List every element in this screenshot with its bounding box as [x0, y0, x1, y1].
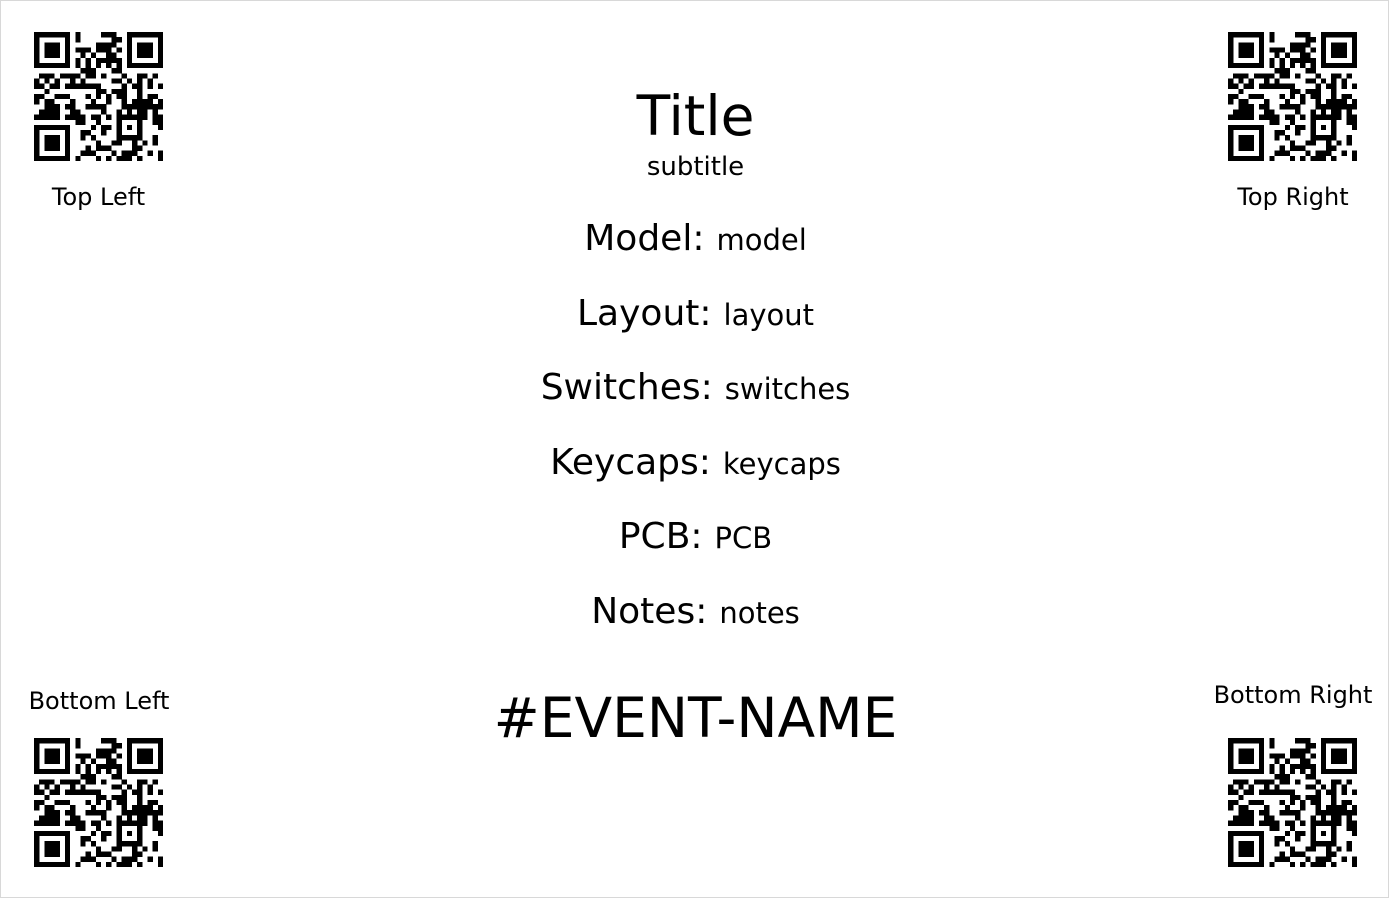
qr-code-bottom-left — [34, 738, 163, 867]
qr-code-bottom-right — [1228, 738, 1357, 867]
field-label: Notes: — [591, 591, 708, 632]
qr-label-bottom-left: Bottom Left — [28, 687, 170, 715]
field-label: Model: — [584, 218, 705, 259]
field-pcb — [1, 516, 1389, 557]
field-value: notes — [719, 596, 800, 630]
field-label: Keycaps: — [550, 442, 711, 483]
field-value: model — [716, 223, 807, 257]
field-keycaps — [1, 442, 1389, 483]
field-model — [1, 218, 1389, 259]
qr-label-top-left: Top Left — [51, 183, 146, 211]
field-notes — [1, 591, 1389, 632]
field-layout — [1, 293, 1389, 334]
field-value: PCB — [714, 521, 773, 555]
field-value: layout — [723, 298, 814, 332]
field-label: PCB: — [618, 516, 703, 557]
card-title: Title — [636, 84, 755, 148]
field-label: Layout: — [577, 293, 712, 334]
field-label: Switches: — [540, 367, 713, 408]
field-value: keycaps — [722, 447, 841, 481]
event-hashtag: #EVENT-NAME — [493, 686, 898, 750]
field-value: switches — [724, 372, 851, 406]
card-subtitle: subtitle — [646, 152, 745, 182]
qr-label-top-right: Top Right — [1237, 183, 1349, 211]
field-switches — [1, 367, 1389, 408]
qr-label-bottom-right: Bottom Right — [1213, 681, 1373, 709]
